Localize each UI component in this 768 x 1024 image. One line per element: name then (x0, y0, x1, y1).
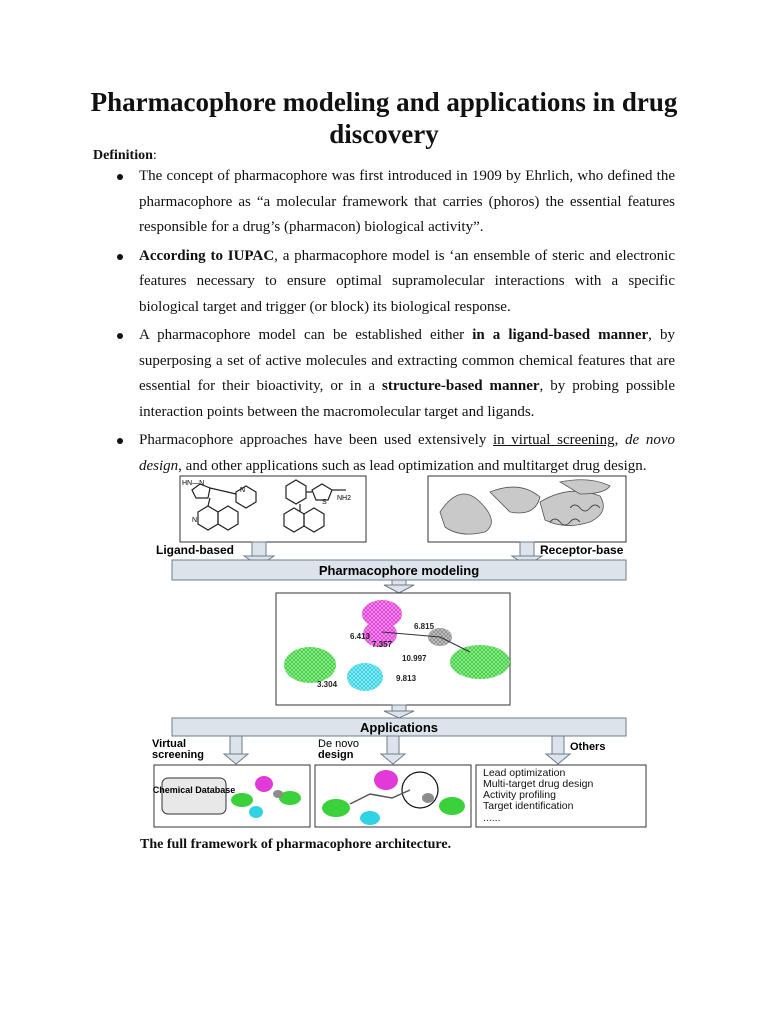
distance-label: 7.357 (372, 640, 393, 649)
molecule-label: NH2 (337, 495, 352, 502)
bullet-text: in virtual screening (492, 432, 615, 448)
definition-label: Definition (93, 148, 153, 163)
bullet-text: in a ligand-based manner (472, 327, 649, 343)
others-item: Multi-target drug design (483, 778, 594, 790)
bullet-text: , a pharmacophore model is ‘an ensemble of steric and electronic features necessary to ensure optimal supramolecular interactions with a specific biological target and trigger (or block) its biological response. (139, 247, 675, 315)
distance-label: 3.304 (317, 680, 338, 689)
de-novo-label-line2: design (318, 749, 354, 761)
molecule-label: N (192, 517, 198, 524)
bullet-text: , by superposing a set of active molecules and extracting common chemical features that are essential for their bioactivity, or in a (139, 327, 675, 394)
pharmacophore-framework-diagram (140, 472, 660, 832)
bullet-dot (117, 333, 123, 339)
others-box (476, 765, 646, 827)
receptor-based-label: Receptor-base (540, 543, 624, 557)
others-label: Others (570, 741, 606, 753)
chemical-database-label: Chemical Database (152, 785, 236, 795)
distance-label: 10.997 (402, 654, 427, 663)
bullet-list (115, 164, 675, 479)
virtual-screening-label: Virtual (152, 738, 187, 750)
virtual-label (152, 738, 204, 761)
bullet-item (115, 244, 675, 321)
bullet-item (115, 323, 675, 425)
model-arrow (384, 705, 414, 718)
distance-label: 6.413 (350, 632, 371, 641)
receptor-structure-image (428, 476, 626, 542)
ligand-based-label: Ligand-based (156, 543, 235, 557)
virtual-screening-box (153, 765, 310, 827)
pharmacophore-modeling-label: Pharmacophore modeling (318, 563, 480, 578)
bullet-text: structure-based manner (382, 378, 540, 394)
pharmacophore-modeling-bar (172, 560, 626, 580)
others-item: Lead optimization (483, 767, 566, 779)
de-novo-box (315, 765, 471, 827)
bullet-text: Pharmacophore approaches have been used extensively (139, 432, 493, 448)
distance-label: 9.813 (396, 674, 417, 683)
molecule-label: N (240, 487, 246, 494)
definition-heading (93, 148, 157, 164)
bullet-text: A pharmacophore model can be established either (139, 327, 473, 343)
applications-bar (172, 718, 626, 736)
bullet-dot (117, 438, 123, 444)
molecule-label: HN—N (182, 480, 205, 487)
molecule-label: S (322, 499, 327, 506)
others-item: Target identification (483, 800, 574, 812)
bullet-text: , and other applications such as lead optimization and multitarget drug design. (178, 457, 647, 474)
others-item: Activity profiling (483, 789, 556, 801)
bullet-text: , by probing possible interaction points between the macromolecular target and ligands. (139, 378, 675, 420)
bullet-dot (117, 174, 123, 180)
applications-label: Applications (359, 720, 439, 735)
de-novo-arrow (381, 736, 405, 764)
virtual-screening-label-line2: screening (152, 749, 204, 761)
pharmacophore-model-image (276, 593, 510, 705)
page-title: Pharmacophore modeling and applications in drug discovery (90, 87, 678, 149)
bullet-text: According to IUPAC (139, 247, 275, 264)
figure-caption: The full framework of pharmacophore architecture. (140, 837, 452, 852)
bullet-text: de novo design (139, 432, 676, 474)
definition-colon: : (152, 148, 157, 163)
modeling-arrow (384, 580, 414, 593)
distance-label: 6.815 (414, 622, 435, 631)
virtual-screening-arrow (224, 736, 248, 764)
others-arrow (546, 736, 570, 764)
bullet-text: , (614, 432, 626, 448)
ligand-structures-image (180, 476, 366, 542)
others-item: ...... (483, 812, 501, 824)
bullet-text: The concept of pharmacophore was first introduced in 1909 by Ehrlich, who defined the pharmacophore as “a molecular framework that carries (phoros) the essential features responsible for a drug’s (pharmacon) biological activity”. (139, 168, 675, 235)
bullet-item (115, 164, 675, 241)
bullet-dot (117, 254, 123, 260)
de-novo-label: De novo (318, 738, 359, 750)
